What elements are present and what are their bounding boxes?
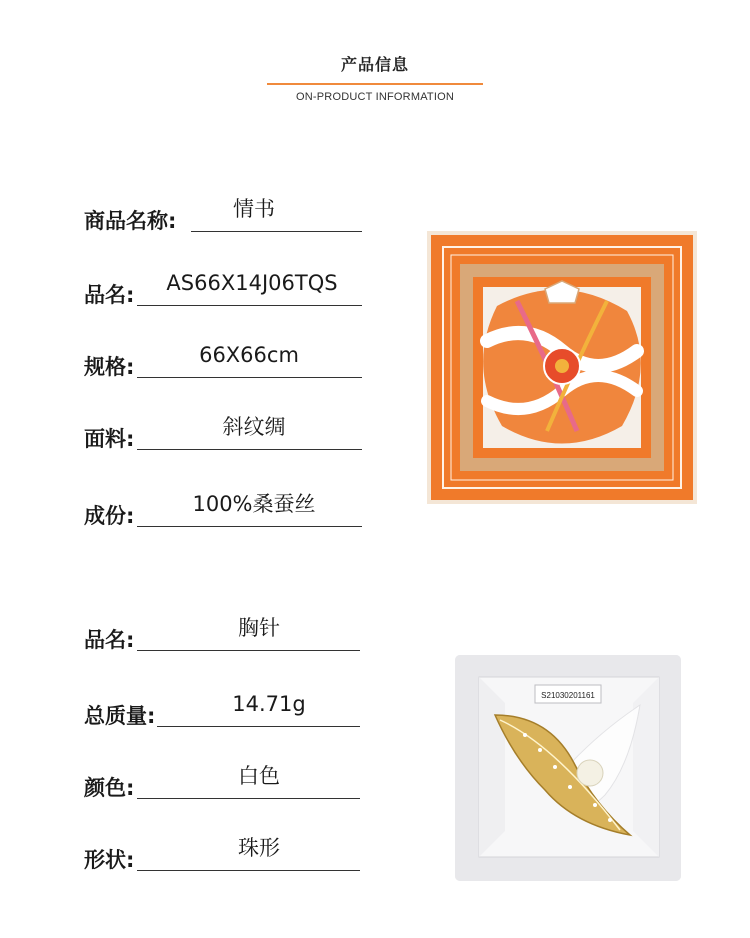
spec-underline — [137, 305, 362, 306]
spec-label: 品名: — [84, 283, 135, 307]
spec-row-item-code — [84, 266, 364, 306]
spec-row-composition — [84, 487, 364, 527]
spec-label: 品名: — [84, 628, 135, 652]
spec-value: AS66X14J06TQS — [166, 271, 338, 295]
spec-value: 白色 — [238, 764, 280, 788]
spec-underline — [137, 870, 360, 871]
spec-label: 面料: — [84, 427, 135, 451]
spec-underline — [137, 650, 360, 651]
spec-value: 14.71g — [232, 692, 306, 716]
spec-row-weight — [84, 687, 364, 727]
spec-value: 斜纹绸 — [222, 415, 286, 439]
scarf-product-image — [427, 231, 697, 504]
brooch-tag-code: S21030201161 — [541, 691, 595, 700]
spec-value: 100%桑蚕丝 — [192, 492, 316, 516]
spec-underline — [157, 726, 360, 727]
spec-value: 情书 — [233, 197, 275, 221]
spec-row-size — [84, 338, 364, 378]
spec-underline — [137, 798, 360, 799]
spec-underline — [191, 231, 362, 232]
brooch-product-image — [455, 655, 681, 881]
spec-label: 规格: — [84, 355, 135, 379]
spec-label: 总质量: — [84, 704, 156, 728]
spec-value: 胸针 — [238, 616, 280, 640]
spec-underline — [137, 526, 362, 527]
spec-underline — [137, 377, 362, 378]
spec-label: 颜色: — [84, 776, 135, 800]
spec-row-brooch-name — [84, 611, 364, 651]
spec-row-shape — [84, 831, 364, 871]
spec-row-fabric — [84, 410, 364, 450]
spec-label: 成份: — [84, 504, 135, 528]
section-title-cn: 产品信息 — [340, 55, 409, 74]
spec-label: 商品名称: — [84, 209, 177, 233]
spec-value: 珠形 — [238, 836, 280, 860]
spec-row-color — [84, 759, 364, 799]
section-title-en: ON-PRODUCT INFORMATION — [296, 91, 454, 103]
header-divider — [267, 83, 483, 85]
section-header — [0, 52, 750, 103]
spec-value: 66X66cm — [199, 343, 299, 367]
spec-row-product-name — [84, 192, 364, 232]
spec-label: 形状: — [84, 848, 135, 872]
spec-underline — [137, 449, 362, 450]
